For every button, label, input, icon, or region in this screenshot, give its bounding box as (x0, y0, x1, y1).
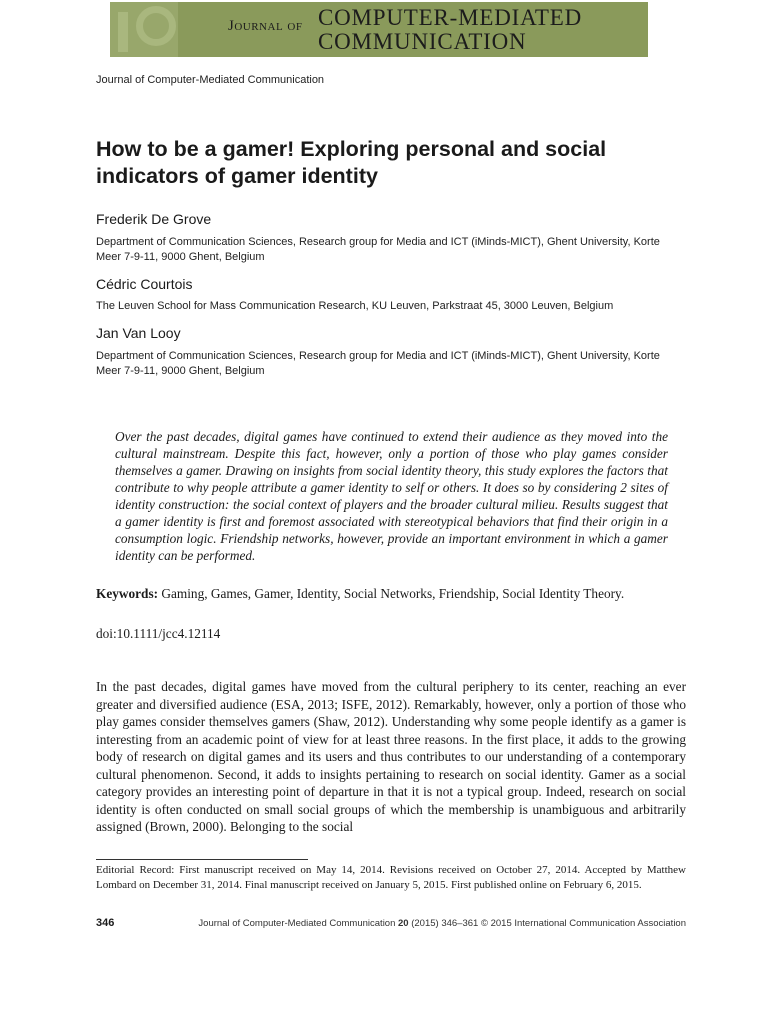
body-paragraph: In the past decades, digital games have moved from the cultural periphery to its center, reaching an ever greater and diversified audience (ESA, 2013; ISFE, 2012). Remarkably, however, only a portion of those who play games consider themselves gamers (Shaw, 2012). Understanding why some people identify as a gamer is interesting from an academic point of view for at least three reasons. In the first place, it adds to the growing body of research on digital games and its users and thus contributes to our understanding of a contemporary cultural phenomenon. Second, it adds to insights pertaining to research on social identity. Gamer as a social category provides an interesting point of departure in that it is not a typical group. Indeed, research on social identity is often conducted on small social groups of which the membership is unambiguous and arbitrarily assigned (Brown, 2000). Belonging to the social (96, 679, 686, 834)
banner-title-line2: COMMUNICATION (318, 29, 527, 54)
page-number: 346 (96, 917, 115, 929)
journal-logo-icon (110, 2, 178, 57)
abstract: Over the past decades, digital games have continued to extend their audience as they moved into the cultural mainstream. Despite this fact, however, only a portion of those who play games consider themselves a gamer. Drawing on insights from social identity theory, this study explores the factors that contribute to why people attribute a gamer identity to self or others. It does so by considering 2 sites of identity construction: the social context of players and the broader cultural milieu. Results suggest that a gamer identity is first and foremost associated with stereotypical behaviors that find their origin in a consumption logic. Friendship networks, however, provide an important environment in which a gamer identity can be performed. (115, 429, 668, 563)
footer-cite-volume: 20 (398, 918, 409, 929)
author-affiliation: The Leuven School for Mass Communication Research, KU Leuven, Parkstraat 45, 3000 Leuven, Belgium (96, 300, 614, 312)
footer-cite-suffix: (2015) 346–361 © 2015 International Communication Association (408, 918, 686, 929)
editorial-record: Editorial Record: First manuscript received on May 14, 2014. Revisions received on October 27, 2014. Accepted by Matthew Lombard on December 31, 2014. Final manuscript received on January 5, 2015. First published online on February 6, 2015. (96, 864, 686, 891)
author-name: Jan Van Looy (96, 325, 181, 341)
banner-title (318, 6, 582, 54)
doi: doi:10.1111/jcc4.12114 (96, 626, 221, 641)
keywords-label: Keywords: (96, 586, 159, 601)
keywords-list: Gaming, Games, Gamer, Identity, Social Networks, Friendship, Social Identity Theory. (161, 586, 625, 601)
footer-citation (198, 918, 686, 929)
footer-cite-prefix: Journal of Computer-Mediated Communication (198, 918, 399, 929)
running-header: Journal of Computer-Mediated Communication (96, 74, 325, 86)
footnote-divider (96, 859, 308, 860)
banner-title-line1: COMPUTER-MEDIATED (318, 5, 583, 30)
author-affiliation: Department of Communication Sciences, Research group for Media and ICT (iMinds-MICT), Ghent University, Korte Meer 7-9-11, 9000 Ghent, Belgium (96, 350, 660, 377)
author-name: Cédric Courtois (96, 276, 193, 292)
banner-journal-of: Journal of (228, 18, 303, 34)
article-title: How to be a gamer! Exploring personal and social indicators of gamer identity (96, 137, 607, 188)
author-affiliation: Department of Communication Sciences, Research group for Media and ICT (iMinds-MICT), Ghent University, Korte Meer 7-9-11, 9000 Ghent, Belgium (96, 236, 660, 263)
author-name: Frederik De Grove (96, 211, 212, 227)
journal-banner (110, 2, 648, 57)
keywords (96, 585, 686, 602)
